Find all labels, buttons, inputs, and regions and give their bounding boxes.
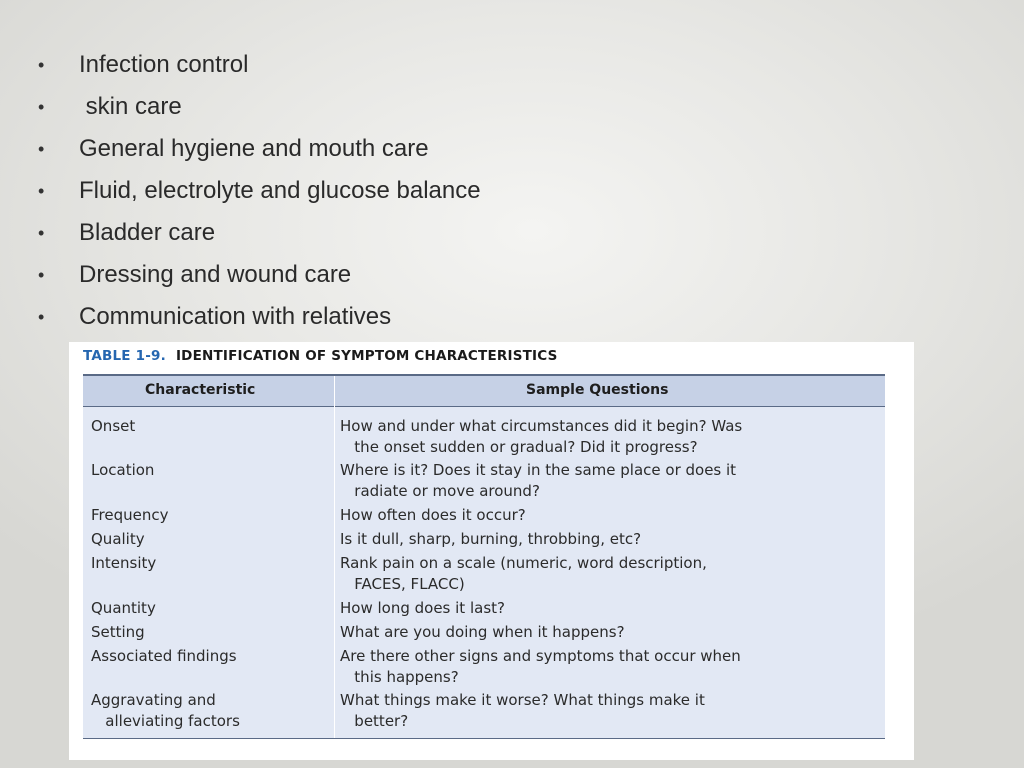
- row-setting-question: What are you doing when it happens?: [340, 623, 625, 641]
- table-title-text: IDENTIFICATION OF SYMPTOM CHARACTERISTICS: [175, 348, 558, 364]
- bullet-item: [38, 128, 429, 170]
- symptom-table-figure: [69, 342, 914, 760]
- table-title: [83, 348, 558, 364]
- row-quantity-characteristic: Quantity: [91, 599, 156, 617]
- bullet-marker: •: [38, 139, 45, 159]
- header-sample-questions: Sample Questions: [526, 382, 669, 398]
- bullet-item: [38, 212, 216, 254]
- bullet-text: Communication with relatives: [79, 303, 392, 330]
- bullet-text: Infection control: [79, 51, 249, 78]
- bullet-marker: •: [38, 223, 45, 243]
- table-number: TABLE 1-9.: [83, 348, 166, 364]
- row-location-question: Where is it? Does it stay in the same place or does it radiate or move around?: [340, 461, 737, 500]
- bullet-text: Fluid, electrolyte and glucose balance: [79, 177, 481, 204]
- bullet-text: Dressing and wound care: [79, 261, 352, 288]
- row-setting-characteristic: Setting: [91, 623, 145, 641]
- header-characteristic: Characteristic: [145, 382, 256, 398]
- bullet-text: General hygiene and mouth care: [79, 135, 429, 162]
- bullet-item: [38, 170, 481, 212]
- row-quality-characteristic: Quality: [91, 530, 145, 548]
- bullet-item: [38, 254, 352, 296]
- row-aggravating-characteristic: Aggravating and alleviating factors: [91, 691, 240, 730]
- bullet-marker: •: [38, 307, 45, 327]
- bullet-marker: •: [38, 55, 45, 75]
- row-frequency-characteristic: Frequency: [91, 506, 169, 524]
- bullet-marker: •: [38, 181, 45, 201]
- row-aggravating-question: What things make it worse? What things make it better?: [340, 691, 705, 730]
- row-quality-question: Is it dull, sharp, burning, throbbing, etc?: [340, 530, 642, 548]
- row-onset-characteristic: Onset: [91, 417, 136, 435]
- bullet-item: [38, 296, 392, 338]
- table-header-row: [83, 376, 885, 407]
- symptom-table: [83, 374, 885, 739]
- row-quantity-question: How long does it last?: [340, 599, 505, 617]
- bullet-item: [38, 86, 182, 128]
- row-location-characteristic: Location: [91, 461, 155, 479]
- topic-bullet-list: [38, 44, 481, 338]
- bullet-item: [38, 44, 249, 86]
- row-associated-findings-characteristic: Associated findings: [91, 647, 237, 665]
- bullet-text: Bladder care: [79, 219, 216, 246]
- row-associated-findings-question: Are there other signs and symptoms that occur when this happens?: [340, 647, 741, 686]
- bullet-marker: •: [38, 265, 45, 285]
- row-frequency-question: How often does it occur?: [340, 506, 526, 524]
- bullet-marker: •: [38, 97, 45, 117]
- row-onset-question: How and under what circumstances did it begin? Was the onset sudden or gradual? Did it progress?: [340, 417, 743, 456]
- bullet-text: skin care: [79, 93, 182, 120]
- column-divider: [334, 376, 335, 738]
- row-intensity-question: Rank pain on a scale (numeric, word description, FACES, FLACC): [340, 554, 707, 593]
- row-intensity-characteristic: Intensity: [91, 554, 157, 572]
